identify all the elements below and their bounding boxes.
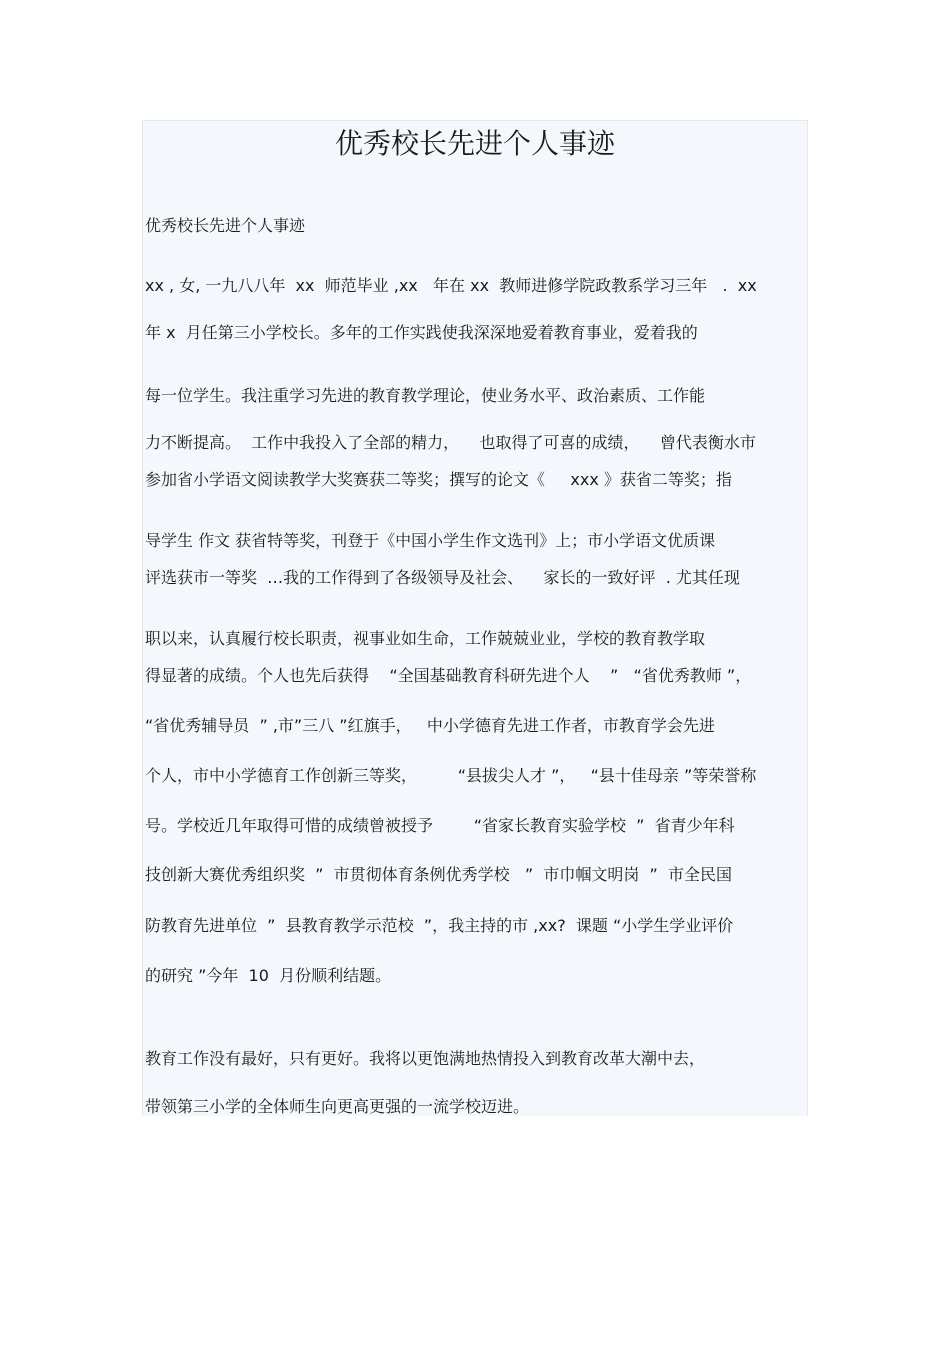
body-line: 职以来，认真履行校长职责，视事业如生命，工作兢兢业业，学校的教育教学取 (145, 629, 706, 648)
body-line: 防教育先进单位 ” 县教育教学示范校 ”，我主持的市 ,xx? 课题 “小学生学业评价 (145, 916, 734, 935)
closing-line: 带领第三小学的全体师生向更高更强的一流学校迈进。 (145, 1097, 530, 1116)
body-line: 每一位学生。我注重学习先进的教育教学理论，使业务水平、政治素质、工作能 (145, 386, 706, 405)
body-line: 导学生 作文 获省特等奖，刊登于《中国小学生作文选刊》上；市小学语文优质课 (145, 531, 716, 550)
body-line: 个人，市中小学德育工作创新三等奖， “县拔尖人才 ”， “县十佳母亲 ”等荣誉称 (145, 766, 757, 785)
body-line: 评选获市一等奖 …我的工作得到了各级领导及社会、 家长的一致好评 . 尤其任现 (145, 568, 740, 587)
body-line: 年 x 月任第三小学校长。多年的工作实践使我深深地爱着教育事业，爱着我的 (145, 323, 698, 342)
page-title: 优秀校长先进个人事迹 (334, 127, 615, 160)
body-line: 的研究 ”今年 10 月份顺利结题。 (145, 966, 392, 985)
body-line: 号。学校近几年取得可惜的成绩曾被授予 “省家长教育实验学校 ” 省青少年科 (145, 816, 735, 835)
closing-line: 教育工作没有最好，只有更好。我将以更饱满地热情投入到教育改革大潮中去， (145, 1049, 706, 1068)
body-line: 参加省小学语文阅读教学大奖赛获二等奖；撰写的论文《 xxx 》获省二等奖；指 (145, 470, 732, 489)
body-line: xx , 女, 一九八八年 xx 师范毕业 ,xx 年在 xx 教师进修学院政教系学习三年 . xx (145, 276, 757, 295)
body-line: 力不断提高。 工作中我投入了全部的精力， 也取得了可喜的成绩， 曾代表衡水市 (145, 433, 756, 452)
body-line: 得显著的成绩。个人也先后获得 “全国基础教育科研先进个人 ” “省优秀教师 ”， (145, 666, 752, 685)
body-line: 技创新大赛优秀组织奖 ” 市贯彻体育条例优秀学校 ” 市巾帼文明岗 ” 市全民国 (145, 865, 732, 884)
subtitle: 优秀校长先进个人事迹 (145, 216, 306, 235)
body-line: “省优秀辅导员 ” ,市”三八 ”红旗手， 中小学德育先进工作者，市教育学会先进 (145, 716, 715, 735)
